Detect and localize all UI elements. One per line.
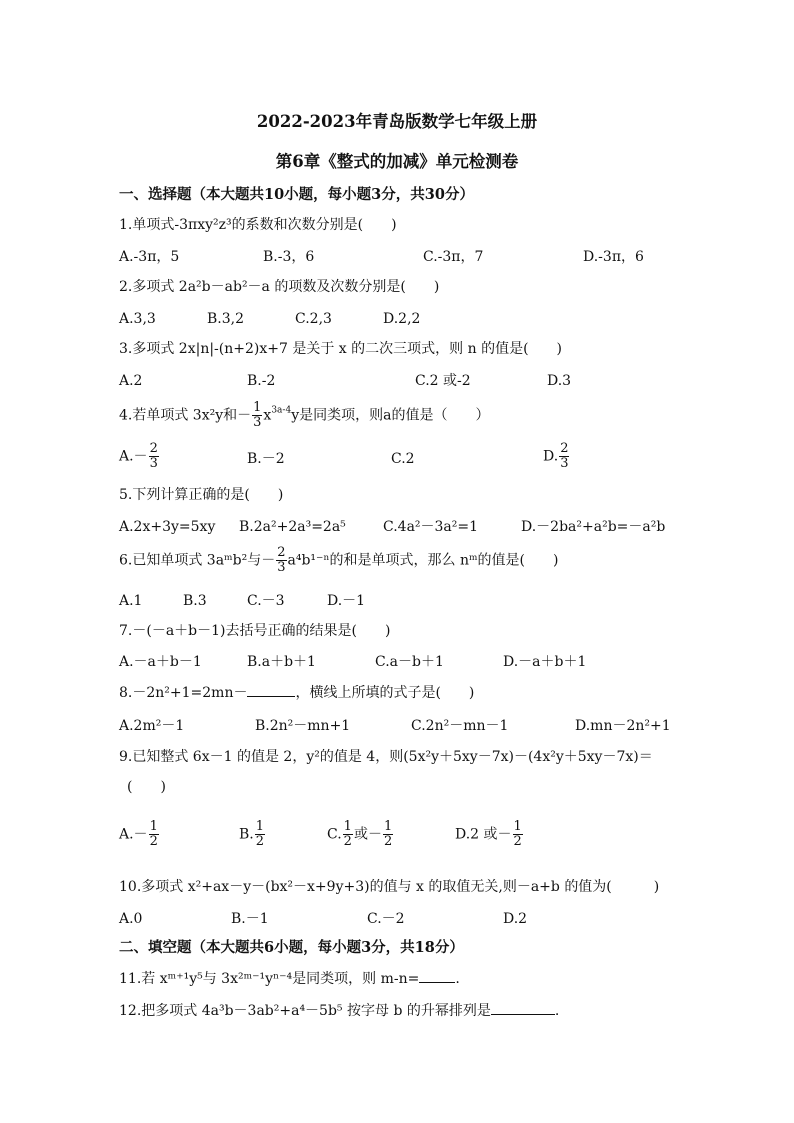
q9-option-c-fraction-2 <box>383 820 393 849</box>
q1-option-b: B.-3，6 <box>263 249 315 265</box>
q4-option-a <box>119 442 160 471</box>
q8-stem-b: ，横线上所填的式子是( ) <box>295 685 475 701</box>
q8-option-b: B.2n²－mn+1 <box>255 718 351 734</box>
q10-option-b: B.－1 <box>231 911 269 927</box>
q4-option-a-fraction <box>149 442 159 471</box>
q4-option-d-num: 2 <box>560 441 569 456</box>
q6-option-c: C.－3 <box>247 593 285 609</box>
q12-stem-a: 12.把多项式 4a³b－3ab²+a⁴－5b⁵ 按字母 b 的升幂排列是 <box>119 1003 491 1019</box>
q11-stem-b: . <box>455 971 460 987</box>
q8-option-d: D.mn－2n²+1 <box>575 718 671 734</box>
q4-stem-b: x <box>263 407 272 424</box>
q4-option-d-den: 3 <box>560 456 569 471</box>
q9-option-c-fraction-1 <box>343 820 353 849</box>
q3-option-a: A.2 <box>119 373 143 389</box>
q6-stem-b: a⁴b¹⁻ⁿ的和是单项式，那么 nᵐ的值是( ) <box>287 552 559 569</box>
q4-fraction-den: 3 <box>253 415 262 430</box>
q9-option-a-num: 1 <box>149 819 158 834</box>
q5-option-a: A.2x+3y=5xy <box>119 519 216 535</box>
q5-option-c: C.4a²－3a²=1 <box>383 519 479 535</box>
q4-fraction <box>252 401 262 430</box>
q9-option-c-prefix: C. <box>327 826 342 843</box>
q4-option-d-prefix: D. <box>543 448 559 465</box>
q6-fraction-den: 3 <box>277 560 286 575</box>
q1-option-d: D.-3π，6 <box>583 249 644 265</box>
q4-option-c: C.2 <box>391 451 415 467</box>
q9-option-d-prefix: D.2 或－ <box>455 826 512 843</box>
q9-option-a-prefix: A.－ <box>119 826 148 843</box>
q9-option-c-mid: 或－ <box>353 826 382 843</box>
q9-option-c-den-2: 2 <box>383 834 393 849</box>
q9-option-b-fraction <box>255 820 265 849</box>
q10-option-c: C.－2 <box>367 911 405 927</box>
question-7: 7.－(－a＋b－1)去括号正确的结果是( ) <box>119 623 391 639</box>
q8-option-a: A.2m²－1 <box>119 718 185 734</box>
q11-answer-blank <box>419 970 455 983</box>
q9-option-d-num: 1 <box>513 819 522 834</box>
q6-stem-a: 6.已知单项式 3aᵐb²与－ <box>119 552 276 569</box>
q2-option-d: D.2,2 <box>383 311 421 327</box>
q12-answer-blank <box>491 1002 555 1015</box>
q5-option-b: B.2a²+2a³=2a⁵ <box>239 519 346 535</box>
q9-option-a-fraction <box>149 820 159 849</box>
q6-fraction-num: 2 <box>277 545 286 560</box>
section-heading-fill: 二、填空题（本大题共6小题，每小题3分，共18分） <box>119 939 464 956</box>
q10-option-a: A.0 <box>119 911 143 927</box>
question-2: 2.多项式 2a²b－ab²－a 的项数及次数分别是( ) <box>119 279 440 295</box>
q9-option-b-prefix: B. <box>239 826 254 843</box>
q4-fraction-num: 1 <box>253 400 262 415</box>
question-11 <box>119 970 460 988</box>
q9-option-c-num-1: 1 <box>343 819 352 834</box>
q2-option-c: C.2,3 <box>295 311 332 327</box>
question-8 <box>119 684 474 702</box>
question-1: 1.单项式-3πxy²z³的系数和次数分别是( ) <box>119 217 397 233</box>
q7-option-b: B.a＋b＋1 <box>247 654 316 670</box>
q4-option-a-den: 3 <box>149 456 158 471</box>
q8-option-c: C.2n²－mn－1 <box>411 718 509 734</box>
question-9: 9.已知整式 6x－1 的值是 2，y²的值是 4，则(5x²y＋5xy－7x)－(4x²y＋5xy－7x)＝ <box>119 749 653 765</box>
q6-option-a: A.1 <box>119 593 143 609</box>
q11-stem-a: 11.若 xᵐ⁺¹y⁵与 3x²ᵐ⁻¹yⁿ⁻⁴是同类项，则 m-n= <box>119 971 420 987</box>
q2-option-b: B.3,2 <box>207 311 245 327</box>
q4-option-a-num: 2 <box>149 441 158 456</box>
q7-option-c: C.a－b＋1 <box>375 654 444 670</box>
q1-option-c: C.-3π，7 <box>423 249 484 265</box>
q6-option-d: D.－1 <box>327 593 366 609</box>
q3-option-b: B.-2 <box>247 373 276 389</box>
q4-stem-c: y是同类项，则a的值是（ ） <box>291 407 490 424</box>
q3-option-d: D.3 <box>547 373 572 389</box>
q4-option-d-fraction <box>559 442 569 471</box>
q4-exponent: 3a-4 <box>271 405 292 416</box>
question-12 <box>119 1002 559 1020</box>
q8-stem-a: 8.－2n²+1=2mn－ <box>119 685 248 701</box>
q6-fraction <box>276 546 286 575</box>
q8-answer-blank <box>247 684 295 697</box>
q9-option-b-den: 2 <box>255 834 265 849</box>
q9-option-d-den: 2 <box>513 834 522 849</box>
section-heading-choice: 一、选择题（本大题共10小题，每小题3分，共30分） <box>119 186 474 203</box>
q9-option-c-den-1: 2 <box>343 834 352 849</box>
question-5: 5.下列计算正确的是( ) <box>119 487 284 503</box>
q9-option-d-fraction <box>513 820 523 849</box>
q9-option-a-den: 2 <box>149 834 158 849</box>
q9-option-b <box>239 820 266 849</box>
question-3: 3.多项式 2x|n|-(n+2)x+7 是关于 x 的二次三项式，则 n 的值是( ) <box>119 341 562 357</box>
q9-option-d <box>455 820 524 849</box>
q9-option-c-num-2: 1 <box>383 819 393 834</box>
q6-option-b: B.3 <box>183 593 207 609</box>
q7-option-d: D.－a＋b＋1 <box>503 654 587 670</box>
q9-option-c <box>327 820 394 849</box>
q4-option-d <box>543 442 570 471</box>
q10-option-d: D.2 <box>503 911 528 927</box>
q12-stem-b: . <box>554 1003 560 1019</box>
q4-option-b: B.－2 <box>247 451 285 467</box>
q4-stem-a: 4.若单项式 3x²y和－ <box>119 407 252 424</box>
q2-option-a: A.3,3 <box>119 311 156 327</box>
document-title: 2022-2023年青岛版数学七年级上册 <box>256 112 538 131</box>
q3-option-c: C.2 或-2 <box>415 373 471 389</box>
q1-option-a: A.-3π，5 <box>119 249 180 265</box>
chapter-title: 第6章《整式的加减》单元检测卷 <box>275 152 519 171</box>
q9-option-a <box>119 820 160 849</box>
question-10: 10.多项式 x²+ax－y－(bx²－x+9y+3)的值与 x 的取值无关,则－a+b 的值为( ) <box>119 879 660 895</box>
q4-option-a-prefix: A.－ <box>119 448 148 465</box>
q9-option-b-num: 1 <box>255 819 265 834</box>
question-9-paren: ( ) <box>127 779 166 795</box>
q7-option-a: A.－a＋b－1 <box>119 654 202 670</box>
q5-option-d: D.－2ba²+a²b=－a²b <box>521 519 666 535</box>
question-6 <box>119 546 558 575</box>
question-4 <box>119 401 489 430</box>
